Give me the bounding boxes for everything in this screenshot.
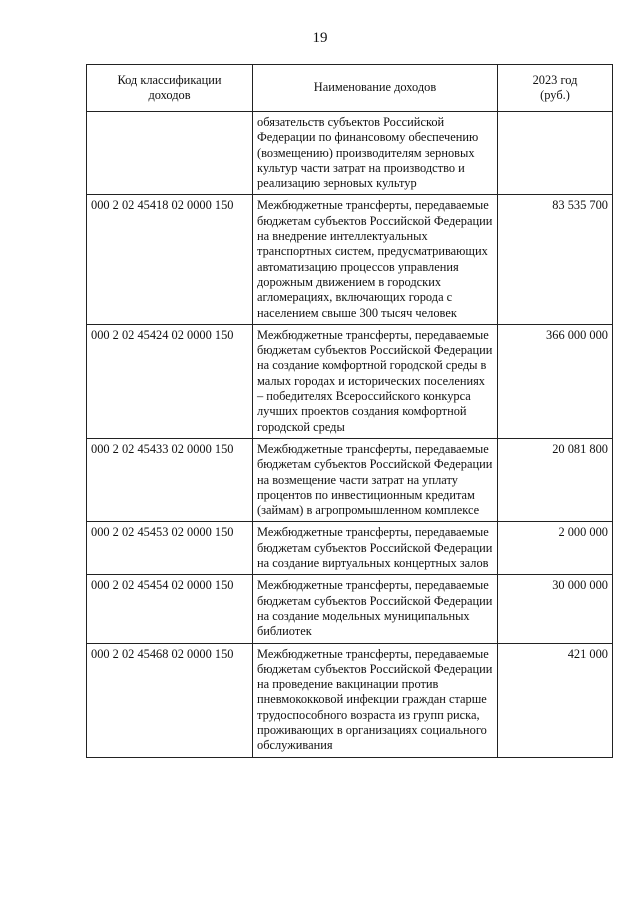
revenue-table <box>86 64 613 758</box>
row-name: Межбюджетные трансферты, передаваемые бюджетам субъектов Российской Федерации на внедрение интеллектуальных транспортных систем, предусматривающих автоматизацию процессов управления дорожным движением в городских агломерациях, включающих города с населением свыше 300 тысяч человек <box>253 195 498 324</box>
table-header-row <box>87 65 613 112</box>
row-amount: 20 081 800 <box>498 438 613 521</box>
header-amount <box>498 65 613 112</box>
table-row <box>87 324 613 438</box>
row-code: 000 2 02 45454 02 0000 150 <box>87 575 253 643</box>
row-amount: 83 535 700 <box>498 195 613 324</box>
row-name: обязательств субъектов Российской Федерации по финансовому обеспечению (возмещению) производителям зерновых культур части затрат на производство и реализацию зерновых культур <box>253 112 498 195</box>
row-name: Межбюджетные трансферты, передаваемые бюджетам субъектов Российской Федерации на создание виртуальных концертных залов <box>253 522 498 575</box>
header-code-line: доходов <box>148 88 191 102</box>
header-code-line: Код классификации <box>117 72 222 87</box>
row-name: Межбюджетные трансферты, передаваемые бюджетам субъектов Российской Федерации на создание комфортной городской среды в малых городах и исторических поселениях – победителях Всероссийского конкурса лучших проектов создания комфортной городской среды <box>253 324 498 438</box>
table-row <box>87 438 613 521</box>
row-amount: 421 000 <box>498 643 613 757</box>
row-name: Межбюджетные трансферты, передаваемые бюджетам субъектов Российской Федерации на создание модельных муниципальных библиотек <box>253 575 498 643</box>
row-amount: 2 000 000 <box>498 522 613 575</box>
row-code: 000 2 02 45424 02 0000 150 <box>87 324 253 438</box>
row-code: 000 2 02 45433 02 0000 150 <box>87 438 253 521</box>
header-amount-line: 2023 год <box>532 72 578 87</box>
table-row <box>87 195 613 324</box>
table-row <box>87 575 613 643</box>
header-amount-line: (руб.) <box>540 88 570 102</box>
header-code <box>87 65 253 112</box>
row-name: Межбюджетные трансферты, передаваемые бюджетам субъектов Российской Федерации на проведение вакцинации против пневмококковой инфекции граждан старше трудоспособного возраста из групп риска, проживающих в организациях социального обслуживания <box>253 643 498 757</box>
row-name: Межбюджетные трансферты, передаваемые бюджетам субъектов Российской Федерации на возмещение части затрат на уплату процентов по инвестиционным кредитам (займам) в агропромышленном комплексе <box>253 438 498 521</box>
table-row <box>87 643 613 757</box>
table-row <box>87 522 613 575</box>
page-number: 19 <box>312 30 328 46</box>
row-code: 000 2 02 45418 02 0000 150 <box>87 195 253 324</box>
row-amount: 30 000 000 <box>498 575 613 643</box>
row-amount <box>498 112 613 195</box>
row-amount: 366 000 000 <box>498 324 613 438</box>
table-row <box>87 112 613 195</box>
row-code: 000 2 02 45453 02 0000 150 <box>87 522 253 575</box>
row-code: 000 2 02 45468 02 0000 150 <box>87 643 253 757</box>
header-name: Наименование доходов <box>253 65 498 112</box>
row-code <box>87 112 253 195</box>
